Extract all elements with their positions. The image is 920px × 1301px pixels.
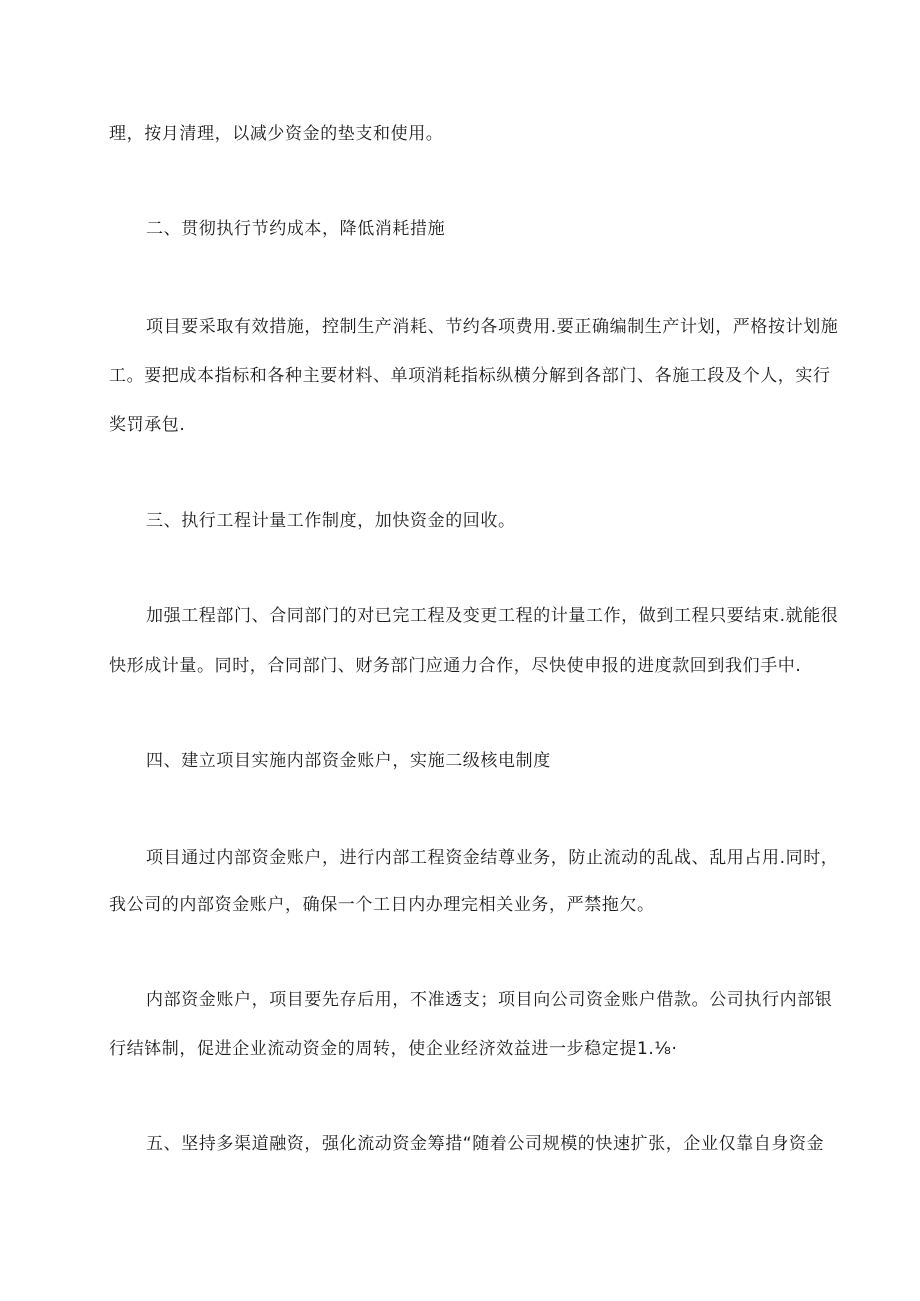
paragraph-line: 内部资金账户，项目要先存后用，不准透支；项目向公司资金账户借款。公司执行内部银 <box>146 990 833 1010</box>
section-heading-4: 四、建立项目实施内部资金账户，实施二级核电制度 <box>146 751 551 771</box>
section-heading-2: 二、贯彻执行节约成本，降低消耗措施 <box>146 219 446 239</box>
section-heading-5: 五、坚持多渠道融资，强化流动资金筹措“随着公司规模的快速扩张，企业仅靠自身资金 <box>146 1134 825 1154</box>
paragraph-line: 项目要采取有效措施，控制生产消耗、节约各项费用.要正确编制生产计划，严格按计划施 <box>146 317 839 337</box>
section-heading-3: 三、执行工程计量工作制度，加快资金的回收。 <box>146 511 516 531</box>
paragraph-line: 快形成计量。同时，合同部门、财务部门应通力合作，尽快使申报的进度款回到我们手中. <box>109 656 802 676</box>
paragraph-line: 我公司的内部资金账户，确保一个工日内办理完相关业务，严禁拖欠。 <box>109 895 655 915</box>
paragraph-line: 项目通过内部资金账户，进行内部工程资金结尊业务，防止流动的乱战、乱用占用.同时， <box>146 848 839 868</box>
paragraph-line: 行结钵制，促进企业流动资金的周转，使企业经济效益进一步稳定提1.⅛· <box>109 1039 678 1059</box>
paragraph-line: 工。要把成本指标和各种主要材料、单项消耗指标纵横分解到各部门、各施工段及个人，实行 <box>109 366 831 386</box>
paragraph-line: 奖罚承包. <box>109 415 186 435</box>
text-line-continuation: 理，按月清理，以减少资金的垫支和使用。 <box>109 124 444 144</box>
paragraph-line: 加强工程部门、合同部门的对已完工程及变更工程的计量工作，做到工程只要结束.就能很 <box>146 606 839 626</box>
